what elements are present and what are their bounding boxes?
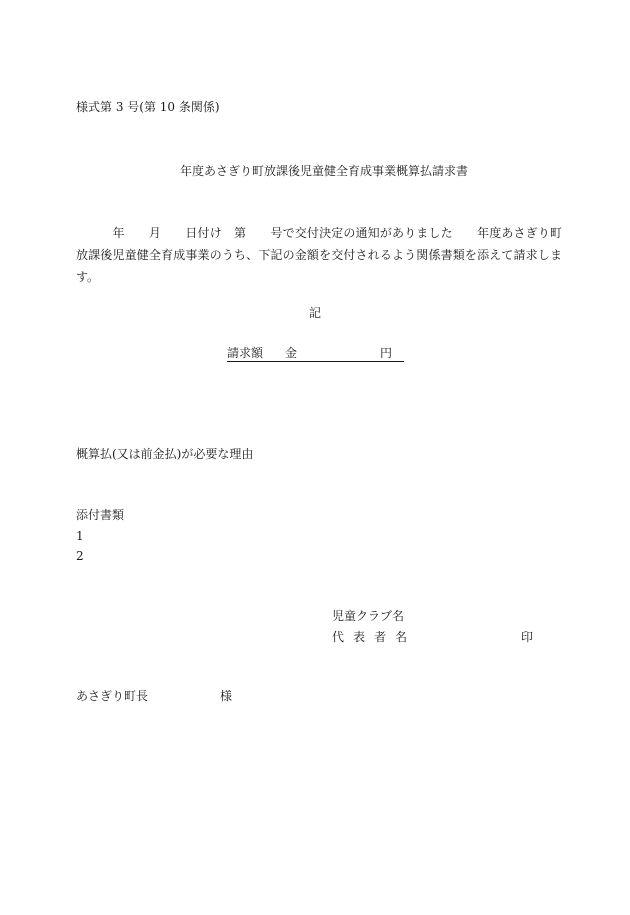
- attachments-title: 添付書類: [76, 508, 125, 522]
- attachment-item: 1: [76, 529, 84, 543]
- seal-mark: 印: [521, 630, 534, 644]
- body-paragraph: 年 月 日付け 第 号で交付決定の通知がありました 年度あさぎり町放課後児童健全育成事業のうち、下記の金額を交付されるよう関係書類を添えて請求します。: [76, 226, 562, 284]
- addressee-mayor: あさぎり町長: [76, 689, 149, 703]
- addressee: [76, 689, 232, 703]
- representative-label: 代表者名: [332, 630, 417, 644]
- reason-label: 概算払(又は前金払)が必要な理由: [76, 447, 254, 461]
- form-number: 様式第 3 号(第 10 条関係): [76, 100, 220, 114]
- request-amount-label: 請求額: [227, 346, 264, 360]
- ki-heading: 記: [308, 306, 321, 320]
- attachment-item: 2: [76, 549, 84, 563]
- request-amount-line: [227, 346, 404, 362]
- kin-label: 金: [285, 346, 298, 360]
- representative-row: [332, 630, 532, 644]
- club-name-label: 児童クラブ名: [332, 609, 405, 623]
- document-title-text: 年度あさぎり町放課後児童健全育成事業概算払請求書: [179, 164, 468, 178]
- addressee-honorific: 様: [220, 689, 233, 703]
- yen-label: 円: [380, 346, 393, 360]
- document-title: [0, 164, 630, 178]
